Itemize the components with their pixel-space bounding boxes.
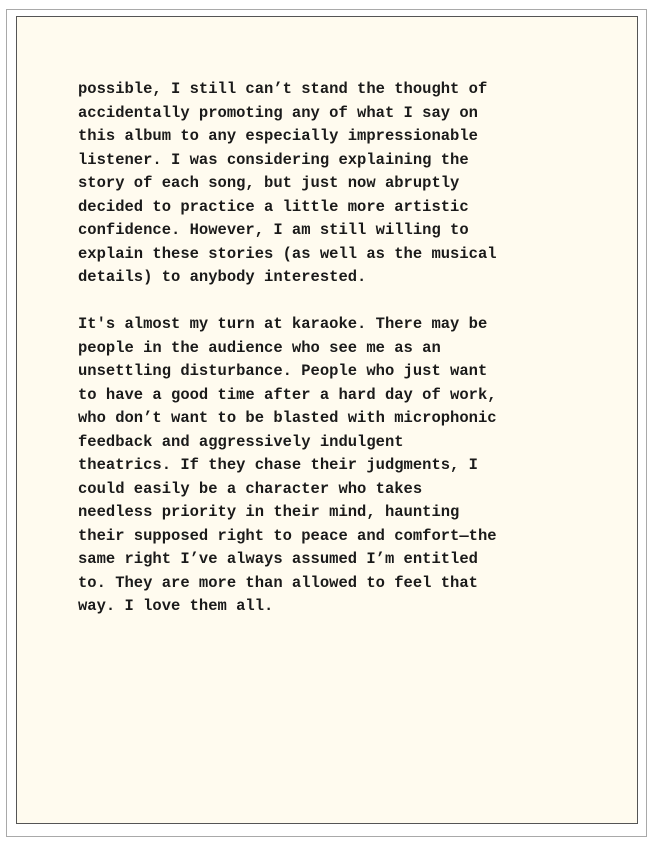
paragraph-2 xyxy=(78,313,578,619)
text-line: theatrics. If they chase their judgments, I xyxy=(78,456,478,474)
document-body xyxy=(78,78,578,642)
text-line: accidentally promoting any of what I say on xyxy=(78,103,478,122)
text-line: feedback and aggressively indulgent xyxy=(78,432,404,451)
paragraph-1 xyxy=(78,78,578,290)
text-line: It's almost my turn at karaoke. There may be xyxy=(78,315,488,333)
text-line: to. They are more than allowed to feel that xyxy=(78,573,478,592)
text-line: same right I’ve always assumed I’m entitled xyxy=(78,550,478,568)
text-line: their supposed right to peace and comfort—the xyxy=(78,526,497,545)
text-line: confidence. However, I am still willing to xyxy=(78,221,469,239)
text-line: explain these stories (as well as the musical xyxy=(78,244,497,263)
text-line: people in the audience who see me as an xyxy=(78,338,441,357)
text-line: this album to any especially impressionable xyxy=(78,127,478,145)
text-line: story of each song, but just now abruptly xyxy=(78,174,460,192)
document-page xyxy=(16,16,638,824)
text-line: way. I love them all. xyxy=(78,597,274,615)
text-line: decided to practice a little more artistic xyxy=(78,197,469,216)
text-line: possible, I still can’t stand the thought of xyxy=(78,80,488,98)
text-line: unsettling disturbance. People who just want xyxy=(78,362,488,380)
text-line: could easily be a character who takes xyxy=(78,479,423,498)
text-line: details) to anybody interested. xyxy=(78,268,367,286)
text-line: who don’t want to be blasted with microphonic xyxy=(78,409,497,427)
text-line: needless priority in their mind, haunting xyxy=(78,503,460,521)
text-line: listener. I was considering explaining the xyxy=(78,150,469,169)
text-line: to have a good time after a hard day of work, xyxy=(78,385,497,404)
